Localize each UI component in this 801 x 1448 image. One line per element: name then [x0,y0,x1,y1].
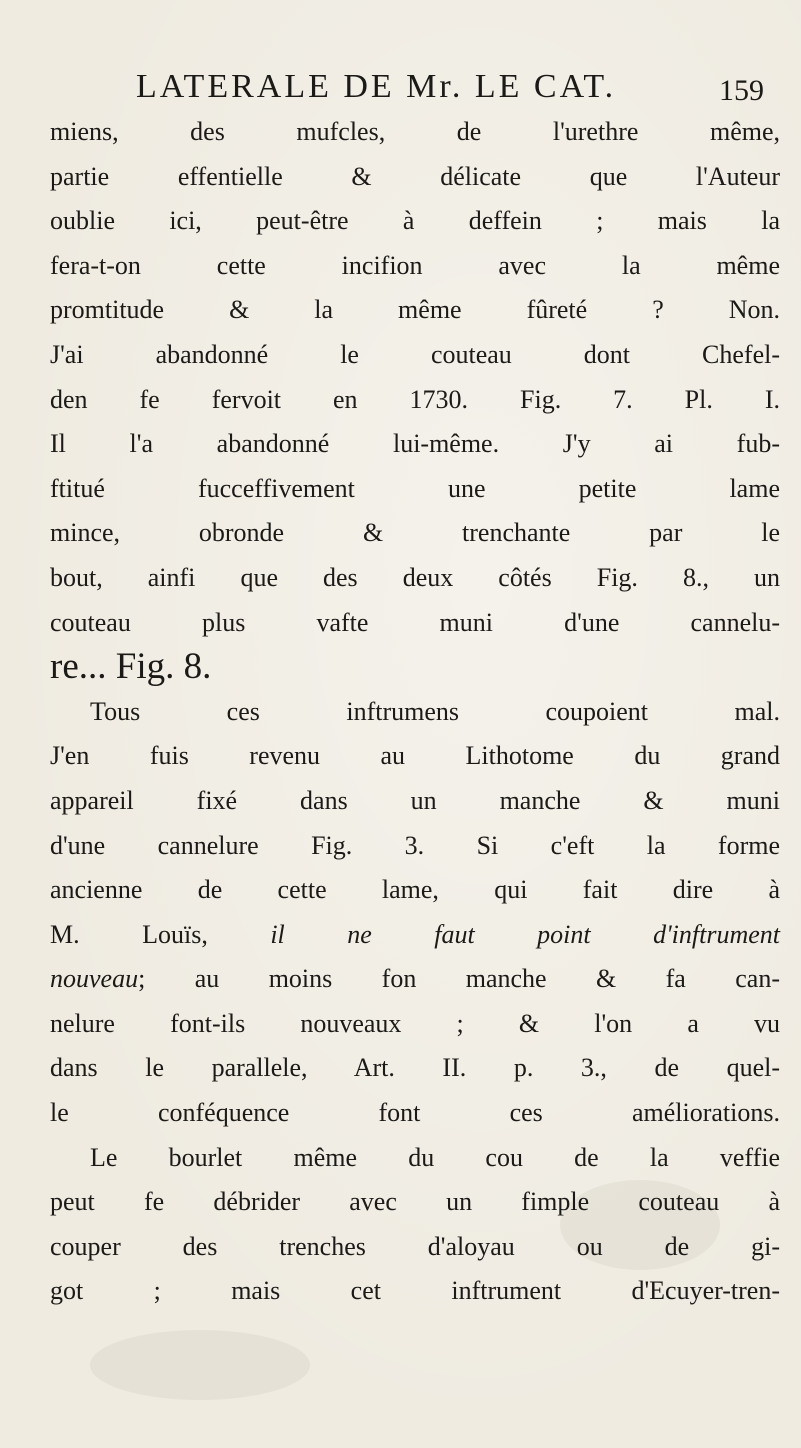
text-line: Il l'a abandonné lui-même. J'y ai fub- [50,429,780,459]
text-line: dans le parallele, Art. II. p. 3., de quel- [50,1053,780,1083]
text-line: Tous ces inftrumens coupoient mal. [90,696,780,726]
text-line: promtitude & la même fûreté ? Non. [50,295,780,325]
italic-quote: nouveau [50,964,139,994]
text-line: oublie ici, peut-être à deffein ; mais la [50,206,780,236]
text-line: den fe fervoit en 1730. Fig. 7. Pl. I. [50,384,780,414]
text-line: ancienne de cette lame, qui fait dire à [50,875,780,905]
text-line: partie effentielle & délicate que l'Auteur [50,161,780,191]
text-line: d'une cannelure Fig. 3. Si c'eft la forme [50,830,780,860]
text-line: peut fe débrider avec un fimple couteau à [50,1187,780,1217]
text-line: nelure font-ils nouveaux ; & l'on a vu [50,1008,780,1038]
text-line: M. Louïs, il ne faut point d'inftrument [50,919,781,949]
text-line: le conféquence font ces améliorations. [50,1098,780,1128]
text-line: re... Fig. 8. [50,646,212,688]
text-line: nouveau; au moins fon manche & fa can- [50,964,780,994]
body-text [50,110,780,1314]
text-line: mince, obronde & trenchante par le [50,518,780,548]
page-header [136,68,776,108]
text-line: fera-t-on cette incifion avec la même [50,250,780,280]
text-line: miens, des mufcles, de l'urethre même, [50,117,780,146]
italic-quote: il ne faut point d'inftrument [270,919,781,949]
running-head: LATERALE DE Mr. LE CAT. [136,68,617,105]
text-line: couper des trenches d'aloyau ou de gi- [50,1231,780,1261]
page-number: 159 [719,74,764,107]
text-line: bout, ainfi que des deux côtés Fig. 8., un [50,562,780,592]
text-line: J'ai abandonné le couteau dont Chefel- [50,339,780,369]
text-line: J'en fuis revenu au Lithotome du grand [50,741,780,771]
text-line: Le bourlet même du cou de la veffie [90,1142,780,1172]
text-line: ftitué fucceffivement une petite lame [50,473,780,503]
paper-stain [90,1330,310,1400]
text-line: appareil fixé dans un manche & muni [50,785,780,815]
text-line: got ; mais cet inftrument d'Ecuyer-tren- [50,1276,780,1306]
text-line: couteau plus vafte muni d'une cannelu- [50,607,780,637]
